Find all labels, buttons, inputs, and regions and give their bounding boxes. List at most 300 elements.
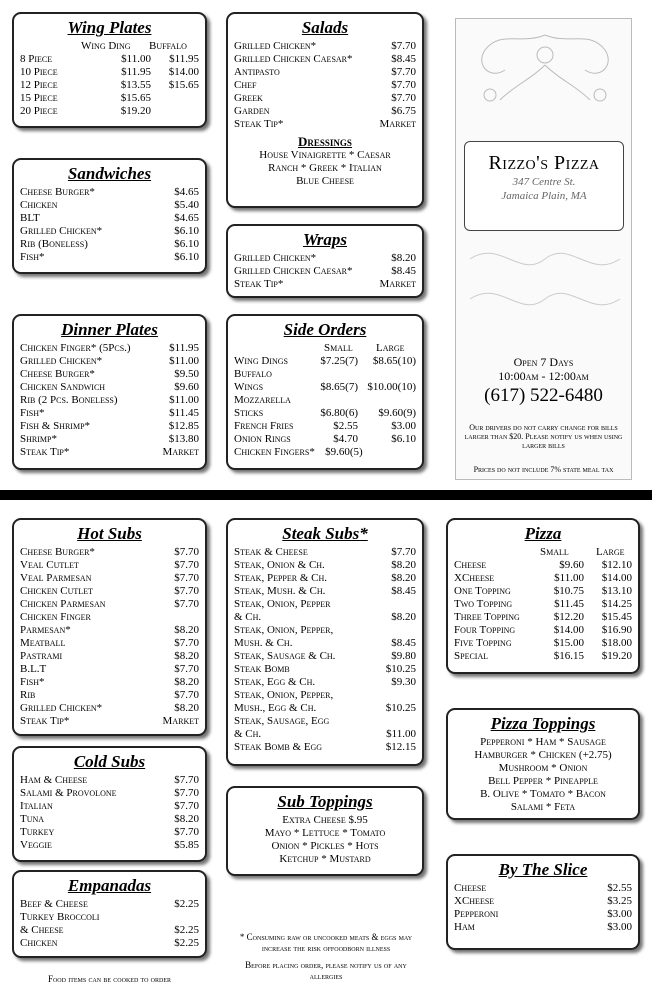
consumption-warning: * Consuming raw or uncooked meats & eggs may increase the risk offoodborn illness xyxy=(239,932,413,953)
menu-item xyxy=(234,265,416,278)
menu-item-price-small: $11.45 xyxy=(554,598,584,610)
menu-item-price: $10.25 xyxy=(385,663,416,675)
menu-item-price-small: $7.25(7) xyxy=(320,355,358,367)
salads-title: Salads xyxy=(301,18,349,37)
menu-item-name: Steak, Onion, Pepper, xyxy=(234,689,334,701)
menu-item-name: Fish* xyxy=(20,676,45,688)
menu-item-price-large: $16.90 xyxy=(601,624,632,636)
menu-item-price: $7.70 xyxy=(174,787,199,799)
menu-item-price: $8.20 xyxy=(174,813,199,825)
side-orders-col2: Large xyxy=(376,342,405,354)
empanadas-section xyxy=(12,870,207,958)
menu-item-price: $3.25 xyxy=(607,895,632,907)
menu-item-price: $11.00 xyxy=(169,394,199,406)
menu-item xyxy=(20,676,199,689)
menu-item-price: $7.70 xyxy=(391,79,416,91)
menu-item-name: Onion Rings xyxy=(234,433,291,445)
menu-item-price: $7.70 xyxy=(174,572,199,584)
menu-item xyxy=(454,895,632,908)
menu-item xyxy=(234,53,416,66)
menu-item-name: Garden xyxy=(234,105,270,117)
menu-item-price: $7.70 xyxy=(174,598,199,610)
menu-item xyxy=(234,728,416,741)
dinner-plates-title: Dinner Plates xyxy=(61,320,158,339)
menu-item xyxy=(20,689,199,702)
menu-item xyxy=(454,882,632,895)
restaurant-name: Rizzo's Pizza xyxy=(488,152,600,174)
menu-item-name: Tuna xyxy=(20,813,45,825)
menu-item xyxy=(20,572,199,585)
menu-item-price: $11.00 xyxy=(386,728,416,740)
menu-item-name: 15 Piece xyxy=(20,92,58,104)
menu-item-name: Steak Tip* xyxy=(234,118,284,130)
menu-item-name: Greek xyxy=(234,92,263,104)
menu-item-price: $6.10 xyxy=(174,225,199,237)
menu-item-price: $8.20 xyxy=(174,624,199,636)
pizza-col1: Small xyxy=(540,546,569,558)
menu-item-name: Steak Tip* xyxy=(20,446,70,458)
menu-item-name: & Ch. xyxy=(234,728,262,740)
cold-subs-title: Cold Subs xyxy=(73,752,146,771)
menu-item xyxy=(20,433,199,446)
menu-item-name: XCheese xyxy=(454,572,495,584)
menu-item xyxy=(234,92,416,105)
empanadas-list xyxy=(20,898,199,950)
menu-item-name: Grilled Chicken* xyxy=(234,252,317,264)
menu-item-price: $8.20 xyxy=(391,572,416,584)
menu-item-price: $11.45 xyxy=(169,407,199,419)
menu-item xyxy=(234,79,416,92)
menu-item xyxy=(20,199,199,212)
menu-item-price: Market xyxy=(162,715,199,727)
menu-item-price: $6.75 xyxy=(391,105,416,117)
menu-item xyxy=(234,702,416,715)
menu-page-top xyxy=(0,0,652,490)
menu-item-name: Veal Cutlet xyxy=(20,559,79,571)
menu-item xyxy=(234,446,416,459)
menu-item xyxy=(234,611,416,624)
by-the-slice-list xyxy=(454,882,632,934)
menu-item-name: 12 Piece xyxy=(20,79,58,91)
menu-item xyxy=(234,433,416,446)
restaurant-info-panel xyxy=(455,18,632,480)
menu-item xyxy=(20,212,199,225)
menu-item xyxy=(20,624,199,637)
sub-toppings-list xyxy=(234,814,416,866)
menu-page-bottom xyxy=(0,500,652,1000)
menu-item-name: Cheese xyxy=(454,559,487,571)
menu-item-price: $5.85 xyxy=(174,839,199,851)
menu-item-name: Cheese Burger* xyxy=(20,546,95,558)
menu-item-price: $7.70 xyxy=(391,40,416,52)
menu-item-name: French Fries xyxy=(234,420,294,432)
menu-item xyxy=(234,118,416,131)
menu-item xyxy=(20,839,199,852)
menu-item xyxy=(20,650,199,663)
menu-item xyxy=(20,937,199,950)
dinner-plates-list xyxy=(20,342,199,459)
menu-item-name: Cheese Burger* xyxy=(20,368,95,380)
menu-item-name: Steak Bomb xyxy=(234,663,290,675)
menu-item xyxy=(20,368,199,381)
menu-item xyxy=(454,624,632,637)
menu-item xyxy=(234,650,416,663)
menu-item xyxy=(20,585,199,598)
dinner-plates-section xyxy=(12,314,207,470)
menu-item xyxy=(234,546,416,559)
menu-item xyxy=(454,559,632,572)
menu-item-name: Salami & Provolone xyxy=(20,787,117,799)
menu-item xyxy=(454,572,632,585)
menu-item xyxy=(234,572,416,585)
menu-item xyxy=(20,546,199,559)
topping-line: Pepperoni * Ham * Sausage xyxy=(480,736,606,748)
menu-item xyxy=(20,911,199,924)
menu-item-price: $12.15 xyxy=(385,741,416,753)
menu-item-price: $7.70 xyxy=(174,546,199,558)
sandwiches-title: Sandwiches xyxy=(67,164,152,183)
menu-item-name: Antipasto xyxy=(234,66,280,78)
menu-item xyxy=(234,715,416,728)
cold-subs-list xyxy=(20,774,199,852)
cold-subs-section xyxy=(12,746,207,862)
menu-item-price: Market xyxy=(379,278,416,290)
menu-item-price: $7.70 xyxy=(174,800,199,812)
menu-item-price: $7.70 xyxy=(391,66,416,78)
sandwiches-list xyxy=(20,186,199,264)
menu-item xyxy=(20,342,199,355)
menu-item-price-small: $4.70 xyxy=(333,433,358,445)
drivers-note: Our drivers do not carry change for bills larger than $20. Please notify us when using larger bills xyxy=(464,423,623,450)
menu-item-name: Chicken Parmesan xyxy=(20,598,106,610)
hot-subs-list xyxy=(20,546,199,728)
menu-item-name: Mozzarella xyxy=(234,394,291,406)
menu-item-name: Rib (Boneless) xyxy=(20,238,88,250)
menu-item xyxy=(454,598,632,611)
menu-item-name: 20 Piece xyxy=(20,105,58,117)
menu-item-name: Steak, Onion, Pepper, xyxy=(234,624,334,636)
menu-item-price-small: $16.15 xyxy=(553,650,584,662)
menu-item-name: Turkey xyxy=(20,826,55,838)
menu-item xyxy=(234,394,416,407)
menu-item-price: $7.70 xyxy=(391,546,416,558)
sub-toppings-section xyxy=(226,786,424,876)
menu-item-name: Steak Bomb & Egg xyxy=(234,741,323,753)
menu-item-price-large xyxy=(358,394,416,407)
menu-item-price: $7.70 xyxy=(174,774,199,786)
menu-item-price: $7.70 xyxy=(174,559,199,571)
menu-item xyxy=(454,908,632,921)
menu-item-name: Steak & Cheese xyxy=(234,546,308,558)
hot-subs-title: Hot Subs xyxy=(77,524,142,543)
menu-item-price: $2.25 xyxy=(174,898,199,910)
menu-item xyxy=(20,813,199,826)
salads-section xyxy=(226,12,424,208)
pizza-col2: Large xyxy=(596,546,625,558)
menu-item-name: Steak, Sausage, Egg xyxy=(234,715,330,727)
menu-item-price-small: $11.00 xyxy=(554,572,584,584)
menu-item-name: Steak, Sausage & Ch. xyxy=(234,650,336,662)
menu-item xyxy=(20,251,199,264)
menu-item-price-small xyxy=(306,394,358,407)
menu-item-name: & Ch. xyxy=(234,611,262,623)
menu-item-name: XCheese xyxy=(454,895,495,907)
menu-item-price-large: $6.10 xyxy=(391,433,416,445)
sandwiches-section xyxy=(12,158,207,274)
menu-item-price: $8.20 xyxy=(174,676,199,688)
menu-item xyxy=(454,921,632,934)
menu-item-price-large: $14.25 xyxy=(601,598,632,610)
menu-item xyxy=(234,676,416,689)
menu-item-price-small: $13.55 xyxy=(120,79,151,91)
menu-item-price: $5.40 xyxy=(174,199,199,211)
menu-item-price: $8.45 xyxy=(391,637,416,649)
menu-item-price: $7.70 xyxy=(174,585,199,597)
pizza-title: Pizza xyxy=(524,524,562,543)
menu-item-price: $8.20 xyxy=(391,252,416,264)
pizza-toppings-title: Pizza Toppings xyxy=(490,714,596,733)
wing-plates-title: Wing Plates xyxy=(67,18,152,37)
menu-item-price-small: $11.00 xyxy=(121,53,151,65)
menu-item-price: $2.25 xyxy=(174,937,199,949)
menu-item-name: Buffalo xyxy=(234,368,272,380)
menu-item-price-large: $14.00 xyxy=(601,572,632,584)
menu-item-name: Grilled Chicken* xyxy=(234,40,317,52)
menu-item xyxy=(20,238,199,251)
menu-item-price: $7.70 xyxy=(174,663,199,675)
menu-item-name: Chicken Sandwich xyxy=(20,381,106,393)
topping-line: Mushroom * Onion xyxy=(498,762,588,774)
menu-item-price-large: $9.60(9) xyxy=(378,407,416,419)
menu-item-name: Four Topping xyxy=(454,624,516,636)
menu-item-price-large: $11.95 xyxy=(169,53,199,65)
menu-item-name: Fish* xyxy=(20,251,45,263)
menu-item-name: Steak Tip* xyxy=(234,278,284,290)
menu-item xyxy=(20,105,199,118)
menu-item-price: $7.70 xyxy=(174,826,199,838)
menu-item-price: $3.00 xyxy=(607,908,632,920)
menu-item-name: Cheese Burger* xyxy=(20,186,95,198)
restaurant-city: Jamaica Plain, MA xyxy=(501,190,587,202)
menu-item-price-large xyxy=(151,92,199,105)
menu-item-name: Parmesan* xyxy=(20,624,71,636)
menu-item-price-large: $15.45 xyxy=(601,611,632,623)
menu-item-price-small: $12.20 xyxy=(553,611,584,623)
menu-item-price-small: $15.00 xyxy=(553,637,584,649)
topping-line: Bell Pepper * Pineapple xyxy=(488,775,598,787)
dressings-line: Blue Cheese xyxy=(296,175,354,187)
menu-item-price: $9.80 xyxy=(391,650,416,662)
menu-item-price: $10.25 xyxy=(385,702,416,714)
menu-item-price: $6.10 xyxy=(174,251,199,263)
menu-item-price: $12.85 xyxy=(168,420,199,432)
steak-subs-title: Steak Subs* xyxy=(282,524,368,543)
menu-item-name: Meatball xyxy=(20,637,66,649)
menu-item-name: Grilled Chicken* xyxy=(20,355,103,367)
menu-item-name: Ham xyxy=(454,921,475,933)
menu-item-price-large: $15.65 xyxy=(168,79,199,91)
cook-to-order-note: Food items can be cooked to order xyxy=(47,974,172,984)
wing-plates-col1: Wing Ding xyxy=(81,40,131,52)
menu-item xyxy=(234,40,416,53)
by-the-slice-title: By The Slice xyxy=(498,860,588,879)
menu-item-price-large: $14.00 xyxy=(168,66,199,78)
pizza-toppings-section xyxy=(446,708,640,820)
menu-item-name: Steak, Onion & Ch. xyxy=(234,559,325,571)
menu-item-price: Market xyxy=(379,118,416,130)
menu-item xyxy=(234,368,416,381)
topping-line: B. Olive * Tomato * Bacon xyxy=(480,788,606,800)
menu-item-price: $6.10 xyxy=(174,238,199,250)
menu-item xyxy=(234,689,416,702)
menu-item-price-small: $19.20 xyxy=(120,105,151,117)
menu-item xyxy=(234,585,416,598)
topping-line: Salami * Feta xyxy=(510,801,576,813)
menu-item-name: 10 Piece xyxy=(20,66,58,78)
menu-item-price: $7.70 xyxy=(174,689,199,701)
menu-item xyxy=(20,79,199,92)
menu-item-price: $7.70 xyxy=(174,637,199,649)
ornament-middle xyxy=(460,239,630,329)
menu-item-price-large: $18.00 xyxy=(601,637,632,649)
menu-item-name: Chicken Fingers* xyxy=(234,446,315,458)
menu-item-price-large xyxy=(358,368,416,381)
menu-item xyxy=(20,381,199,394)
menu-item xyxy=(234,105,416,118)
menu-item-price-small: $15.65 xyxy=(120,92,151,104)
menu-item-price: $7.70 xyxy=(391,92,416,104)
menu-item xyxy=(20,446,199,459)
menu-item-price-small: $9.60(5) xyxy=(325,446,363,458)
menu-item-price-large: $13.10 xyxy=(601,585,632,597)
menu-item-name: Veggie xyxy=(20,839,52,851)
menu-item-name: Steak, Egg & Ch. xyxy=(234,676,316,688)
menu-item-name: Grilled Chicken Caesar* xyxy=(234,265,353,277)
menu-item-price: $13.80 xyxy=(168,433,199,445)
menu-item xyxy=(20,355,199,368)
menu-item xyxy=(234,598,416,611)
menu-item-name: Chicken xyxy=(20,937,58,949)
menu-item xyxy=(454,611,632,624)
menu-item xyxy=(20,898,199,911)
menu-item-price-small: $11.95 xyxy=(121,66,151,78)
phone-number: (617) 522-6480 xyxy=(484,385,603,406)
empanadas-title: Empanadas xyxy=(67,876,152,895)
wraps-list xyxy=(234,252,416,291)
menu-item xyxy=(234,407,416,420)
menu-item-name: Shrimp* xyxy=(20,433,57,445)
side-orders-title: Side Orders xyxy=(283,320,367,339)
menu-item-price: $4.65 xyxy=(174,186,199,198)
menu-item-price-large: $19.20 xyxy=(601,650,632,662)
menu-item-price-small xyxy=(306,368,358,381)
menu-item-price: $4.65 xyxy=(174,212,199,224)
menu-item-name: Wings xyxy=(234,381,264,393)
menu-item-price-small: $10.75 xyxy=(553,585,584,597)
logo-frame xyxy=(464,141,624,231)
menu-item xyxy=(20,407,199,420)
menu-item-name: Five Topping xyxy=(454,637,512,649)
wing-plates-col2: Buffalo xyxy=(149,40,187,52)
menu-item-price: $3.00 xyxy=(607,921,632,933)
menu-item-name: Wing Dings xyxy=(234,355,288,367)
sub-toppings-title: Sub Toppings xyxy=(277,792,373,811)
menu-item xyxy=(234,663,416,676)
hours-value: 10:00am - 12:00am xyxy=(498,369,589,383)
topping-line: Onion * Pickles * Hots xyxy=(271,840,379,852)
menu-item xyxy=(20,66,199,79)
menu-item-price-small: $8.65(7) xyxy=(320,381,358,393)
menu-item-price: $8.20 xyxy=(391,611,416,623)
menu-item-name: Chicken xyxy=(20,199,58,211)
menu-item-name: Chicken Finger xyxy=(20,611,91,623)
menu-item xyxy=(20,53,199,66)
menu-item xyxy=(234,420,416,433)
menu-item-price: $8.20 xyxy=(174,702,199,714)
menu-item-name: Sticks xyxy=(234,407,264,419)
pizza-list xyxy=(454,559,632,663)
steak-subs-section xyxy=(226,518,424,766)
menu-item-name: One Topping xyxy=(454,585,511,597)
topping-line: Extra Cheese $.95 xyxy=(282,814,368,826)
menu-item-name: Rib xyxy=(20,689,36,701)
menu-item-price-large: $8.65(10) xyxy=(372,355,416,367)
steak-subs-list xyxy=(234,546,416,754)
ornament-top xyxy=(460,25,630,115)
menu-item-name: Mush., Egg & Ch. xyxy=(234,702,317,714)
side-orders-col1: Small xyxy=(324,342,353,354)
menu-item-price-large: $12.10 xyxy=(601,559,632,571)
menu-item xyxy=(20,787,199,800)
menu-item xyxy=(20,826,199,839)
wraps-section xyxy=(226,224,424,298)
menu-item xyxy=(454,585,632,598)
menu-item-name: Mush. & Ch. xyxy=(234,637,293,649)
menu-item-name: Beef & Cheese xyxy=(20,898,88,910)
menu-item xyxy=(234,559,416,572)
menu-item xyxy=(20,92,199,105)
menu-item-name: Steak, Pepper & Ch. xyxy=(234,572,327,584)
wraps-title: Wraps xyxy=(302,230,348,249)
menu-item xyxy=(20,637,199,650)
menu-item xyxy=(454,637,632,650)
menu-item-price: Market xyxy=(162,446,199,458)
topping-line: Mayo * Lettuce * Tomato xyxy=(264,827,386,839)
menu-item-name: Italian xyxy=(20,800,53,812)
menu-item xyxy=(234,252,416,265)
menu-item xyxy=(234,637,416,650)
menu-item-name: Fish & Shrimp* xyxy=(20,420,91,432)
menu-item xyxy=(20,394,199,407)
menu-item-name: Steak Tip* xyxy=(20,715,70,727)
tax-note: Prices do not include 7% state meal tax xyxy=(473,465,614,474)
menu-item-name: BLT xyxy=(20,212,40,224)
menu-item-name: Fish* xyxy=(20,407,45,419)
menu-item xyxy=(20,598,199,611)
menu-item-name: Cheese xyxy=(454,882,487,894)
menu-item-name: Steak, Onion, Pepper xyxy=(234,598,331,610)
menu-item-price-large: $3.00 xyxy=(391,420,416,432)
menu-item-price: $8.20 xyxy=(174,650,199,662)
menu-item-name: Grilled Chicken* xyxy=(20,225,103,237)
menu-item-price-large: $10.00(10) xyxy=(367,381,416,393)
menu-item xyxy=(234,278,416,291)
menu-item xyxy=(20,186,199,199)
menu-item xyxy=(454,650,632,663)
menu-item-name: Special xyxy=(454,650,489,662)
menu-item-name: Grilled Chicken Caesar* xyxy=(234,53,353,65)
menu-item-price-small: $14.00 xyxy=(553,624,584,636)
